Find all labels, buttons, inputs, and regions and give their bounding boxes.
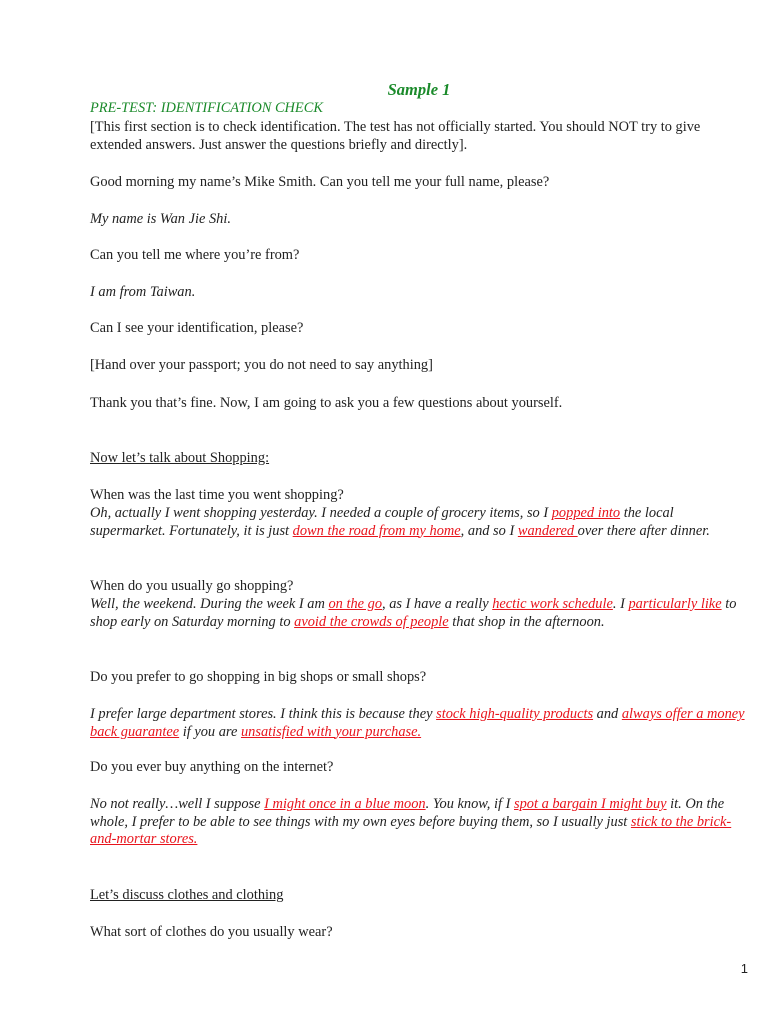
- shopping-answer-usually: Well, the weekend. During the week I am on the go, as I have a really hectic work schedule. I particularly like to shop early on Saturday morning to avoid the crowds of people that shop in the afternoon.: [90, 596, 737, 630]
- highlight-phrase: popped into: [551, 505, 621, 521]
- clothes-question-usual-wear: What sort of clothes do you usually wear?: [90, 924, 333, 940]
- pretest-note-passport: [Hand over your passport; you do not need to say anything]: [90, 357, 433, 373]
- highlight-phrase: I might once in a blue moon: [264, 796, 426, 812]
- shopping-question-usually: When do you usually go shopping?: [90, 578, 294, 594]
- highlight-phrase: particularly like: [628, 596, 722, 612]
- pretest-answer-name: My name is Wan Jie Shi.: [90, 211, 231, 227]
- highlight-phrase: wandered: [517, 522, 578, 539]
- shopping-question-shop-size: Do you prefer to go shopping in big shops or small shops?: [90, 669, 427, 685]
- pretest-answer-origin: I am from Taiwan.: [90, 284, 196, 300]
- highlight-phrase: stick to the brick-and-mortar stores.: [90, 813, 732, 847]
- highlight-phrase: avoid the crowds of people: [294, 613, 449, 630]
- clothes-heading: Let’s discuss clothes and clothing: [90, 887, 284, 903]
- shopping-answer-internet: No not really…well I suppose I might once in a blue moon. You know, if I spot a bargain I might buy it. On the whole, I prefer to be able to see things with my own eyes before buying them, so I usually just stick to the brick-and-mortar stores.: [90, 796, 732, 847]
- shopping-answer-last-time: Oh, actually I went shopping yesterday. I needed a couple of grocery items, so I popped into the local supermarket. Fortunately, it is just down the road from my home, and so I wandered over there after dinner.: [90, 505, 710, 539]
- sample-title: Sample 1: [387, 80, 451, 99]
- shopping-heading: Now let’s talk about Shopping:: [90, 450, 270, 466]
- shopping-question-last-time: When was the last time you went shopping?: [90, 487, 344, 503]
- highlight-phrase: stock high-quality products: [436, 706, 594, 722]
- pretest-heading: PRE-TEST: IDENTIFICATION CHECK: [90, 100, 323, 116]
- highlight-phrase: on the go: [328, 596, 383, 612]
- highlight-phrase: hectic work schedule: [492, 596, 613, 612]
- pretest-question-origin: Can you tell me where you’re from?: [90, 247, 300, 263]
- shopping-answer-shop-size: I prefer large department stores. I think this is because they stock high-quality products and always offer a money back guarantee if you are unsatisfied with your purchase.: [90, 706, 745, 740]
- shopping-question-internet: Do you ever buy anything on the internet?: [90, 759, 334, 775]
- highlight-phrase: spot a bargain I might buy: [513, 796, 667, 812]
- highlight-phrase: always offer a money back guarantee: [90, 706, 745, 740]
- highlight-phrase: down the road from my home: [292, 522, 461, 539]
- page-number: 1: [740, 961, 748, 976]
- highlight-phrase: unsatisfied with your purchase.: [240, 723, 422, 740]
- pretest-instructions: [This first section is to check identification. The test has not officially started. You should NOT try to give extended answers. Just answer the questions briefly and directly].: [90, 119, 701, 153]
- pretest-question-name: Good morning my name’s Mike Smith. Can you tell me your full name, please?: [90, 174, 550, 190]
- pretest-question-identification: Can I see your identification, please?: [90, 320, 304, 336]
- pretest-question-transition: Thank you that’s fine. Now, I am going to ask you a few questions about yourself.: [90, 395, 563, 411]
